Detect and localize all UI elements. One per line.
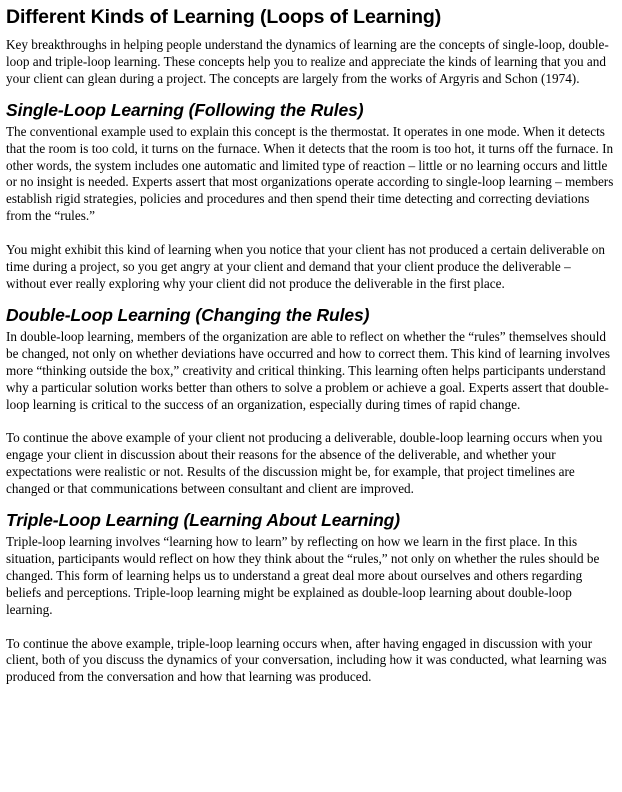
section-triple-loop	[6, 498, 614, 686]
section-heading-single-loop: Single-Loop Learning (Following the Rules)	[6, 99, 364, 120]
section-heading-double-loop: Double-Loop Learning (Changing the Rules)	[6, 304, 370, 325]
triple-loop-paragraph-2: To continue the above example, triple-loop learning occurs when, after having engaged in discussion with your client, both of you discuss the dynamics of your conversation, including how it was conducted, what learning was produced from the conversation and how that learning was produced.	[6, 635, 607, 685]
section-single-loop	[6, 88, 614, 293]
double-loop-paragraph-2: To continue the above example of your client not producing a deliverable, double-loop learning occurs when you engage your client in discussion about their reasons for the absence of the deliverable, and whether your expectations were realistic or not. Results of the discussion might be, for example, that project timelines are changed or that communications between consultant and client are improved.	[6, 430, 603, 497]
section-heading-triple-loop: Triple-Loop Learning (Learning About Learning)	[6, 510, 400, 531]
single-loop-paragraph-1: The conventional example used to explain this concept is the thermostat. It operates in one mode. When it detects that the room is too cold, it turns on the furnace. When it detects that the room is too hot, it turns off the furnace. In other words, the system includes one automatic and limited type of reaction – little or no learning occurs and little or no insight is needed. Experts assert that most organizations operate according to single-loop learning – members establish rigid strategies, policies and procedures and then spend their time detecting and correcting deviations from the “rules.”	[6, 123, 614, 224]
section-double-loop	[6, 293, 614, 498]
triple-loop-paragraph-1: Triple-loop learning involves “learning how to learn” by reflecting on how we learn in the first place. In this situation, participants would reflect on how they think about the “rules,” not only on whether the rules should be changed. This form of learning helps us to understand a great deal more about ourselves and others regarding beliefs and perceptions. Triple-loop learning might be explained as double-loop learning about double-loop learning.	[6, 534, 600, 617]
page-title: Different Kinds of Learning (Loops of Learning)	[6, 6, 442, 28]
single-loop-paragraph-2: You might exhibit this kind of learning when you notice that your client has not produced a certain deliverable on time during a project, so you get angry at your client and demand that your client produce the deliverable – without ever really exploring why your client did not produce the deliverable in the first place.	[6, 242, 605, 291]
intro-paragraph: Key breakthroughs in helping people understand the dynamics of learning are the concepts of single-loop, double-loop and triple-loop learning. These concepts help you to realize and appreciate the kinds of learning that you and your client can glean during a project. The concepts are largely from the works of Argyris and Schon (1974).	[6, 37, 609, 86]
double-loop-paragraph-1: In double-loop learning, members of the organization are able to reflect on whether the “rules” themselves should be changed, not only on whether deviations have occurred and how to correct them. This kind of learning involves more “thinking outside the box,” creativity and critical thinking. This learning often helps participants understand why a particular solution works better than others to solve a problem or achieve a goal. Experts assert that double-loop learning is critical to the success of an organization, especially during times of rapid change.	[6, 328, 611, 412]
document-page	[6, 4, 614, 686]
